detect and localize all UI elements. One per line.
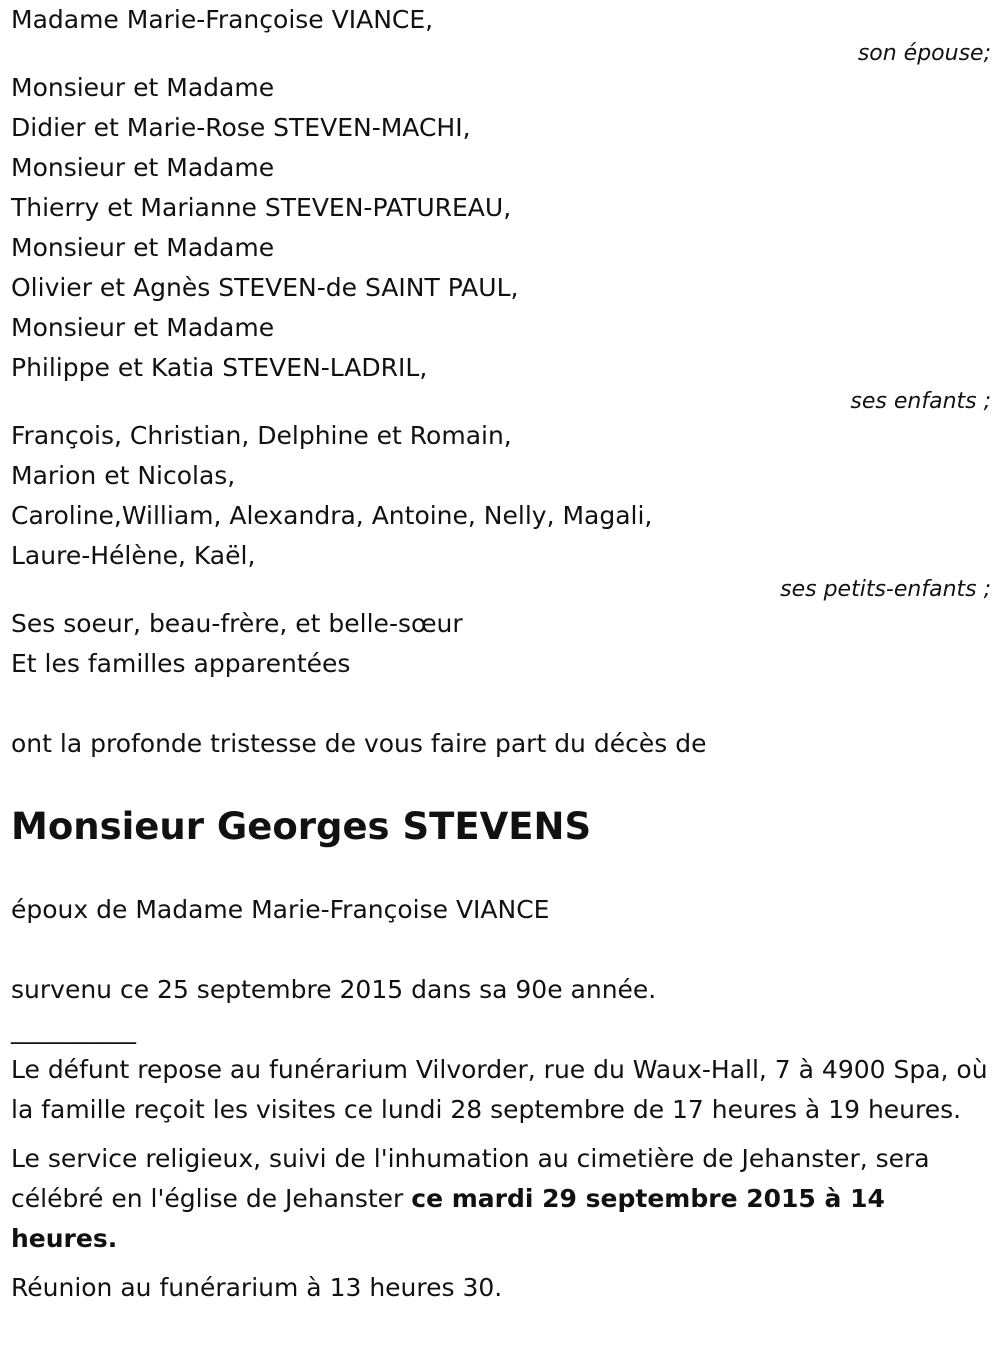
grandchildren-line: François, Christian, Delphine et Romain, — [11, 421, 512, 450]
children-line: Monsieur et Madame — [11, 313, 275, 342]
children-role: ses enfants ; — [850, 389, 991, 414]
spouse-of-text: époux de Madame Marie-Françoise VIANCE — [11, 895, 550, 924]
children-line: Thierry et Marianne STEVEN-PATUREAU, — [11, 193, 512, 222]
spouse-role: son épouse; — [857, 41, 991, 66]
spouse-block — [11, 0, 991, 68]
service-text: Le service religieux, suivi de l'inhumation au cimetière de Jehanster, sera célébré en l'église de Jehanster — [11, 1144, 930, 1213]
family-line: Ses soeur, beau-frère, et belle-sœur — [11, 609, 463, 638]
death-info-text: survenu ce 25 septembre 2015 dans sa 90e année. — [11, 975, 657, 1004]
gathering-paragraph: Réunion au funérarium à 13 heures 30. — [11, 1273, 503, 1302]
family-line: Et les familles apparentées — [11, 649, 351, 678]
children-block — [11, 68, 991, 416]
children-line: Didier et Marie-Rose STEVEN-MACHI, — [11, 113, 471, 142]
spouse-line: Madame Marie-Françoise VIANCE, — [11, 5, 434, 34]
service-paragraph — [11, 1139, 991, 1259]
grandchildren-line: Laure-Hélène, Kaël, — [11, 541, 256, 570]
children-line: Monsieur et Madame — [11, 233, 275, 262]
grandchildren-line: Marion et Nicolas, — [11, 461, 236, 490]
children-line: Monsieur et Madame — [11, 73, 275, 102]
service-date-emphasis: ce mardi 29 septembre 2015 à 14 heures. — [11, 1184, 885, 1253]
separator-line: __________ — [11, 1015, 136, 1044]
obituary-page — [11, 0, 991, 1308]
grandchildren-line: Caroline,William, Alexandra, Antoine, Nelly, Magali, — [11, 501, 653, 530]
grandchildren-role: ses petits-enfants ; — [780, 577, 991, 602]
children-line: Olivier et Agnès STEVEN-de SAINT PAUL, — [11, 273, 519, 302]
family-block — [11, 604, 991, 684]
announcement-text: ont la profonde tristesse de vous faire part du décès de — [11, 729, 707, 758]
children-line: Philippe et Katia STEVEN-LADRIL, — [11, 353, 428, 382]
visitation-paragraph: Le défunt repose au funérarium Vilvorder, rue du Waux-Hall, 7 à 4900 Spa, où la famille reçoit les visites ce lundi 28 septembre de 17 heures à 19 heures. — [11, 1055, 988, 1124]
deceased-name: Monsieur Georges STEVENS — [11, 805, 592, 848]
grandchildren-block — [11, 416, 991, 604]
children-line: Monsieur et Madame — [11, 153, 275, 182]
